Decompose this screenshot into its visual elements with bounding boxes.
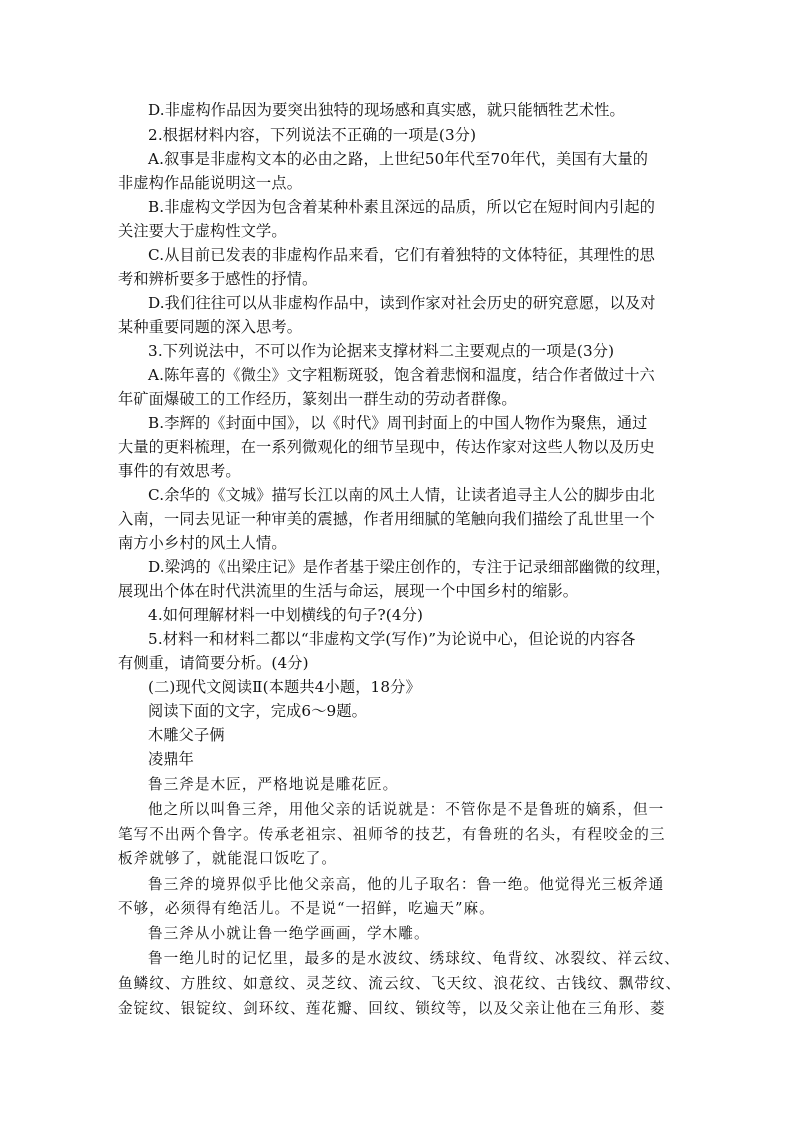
story-paragraph-cont: 金锭纹、银锭纹、剑环纹、莲花瓣、回纹、锁纹等，以及父亲让他在三角形、菱 xyxy=(118,1000,666,1017)
option-3a: A.陈年喜的《微尘》文字粗粝斑驳，饱含着悲悯和温度，结合作者做过十六 xyxy=(148,366,655,384)
story-paragraph: 鲁三斧的境界似乎比他父亲高，他的儿子取名：鲁一绝。他觉得光三板斧通 xyxy=(148,876,665,893)
story-title: 木雕父子俩 xyxy=(148,726,225,744)
option-1d: D.非虚构作品因为要突出独特的现场感和真实感，就只能牺牲艺术性。 xyxy=(148,101,625,119)
option-2c: C.从目前已发表的非虚构作品来看，它们有着独特的文体特征，其理性的思 xyxy=(148,246,656,264)
option-2a: A.叙事是非虚构文本的必由之路，上世纪50年代至70年代，美国有大量的 xyxy=(148,150,649,168)
question-5: 5.材料一和材料二都以“非虚构文学(写作)”为论说中心，但论说的内容各 xyxy=(148,630,636,648)
section-heading: (二)现代文阅读Ⅱ(本题共4小题，18分》 xyxy=(148,678,421,696)
question-2: 2.根据材料内容，下列说法不正确的一项是(3分) xyxy=(148,126,477,144)
story-paragraph-cont: 鱼鳞纹、方胜纹、如意纹、灵芝纹、流云纹、飞天纹、浪花纹、古钱纹、飘带纹、 xyxy=(118,975,682,992)
story-paragraph: 鲁一绝儿时的记忆里，最多的是水波纹、绣球纹、龟背纹、冰裂纹、祥云纹、 xyxy=(148,950,680,967)
story-paragraph-cont: 不够，必须得有绝活儿。不是说“一招鲜，吃遍天”麻。 xyxy=(118,900,495,917)
question-5-cont: 有侧重，请简要分析。(4分) xyxy=(118,654,309,672)
story-author: 凌鼎年 xyxy=(148,750,195,768)
question-3: 3.下列说法中，不可以作为论据来支撑材料二主要观点的一项是(3分) xyxy=(148,342,615,360)
option-3c: C.余华的《文城》描写长江以南的风土人情，让读者追寻主人公的脚步由北 xyxy=(148,486,656,504)
option-2c-cont: 考和辨析要多于感性的抒情。 xyxy=(118,270,318,288)
story-paragraph: 他之所以叫鲁三斧，用他父亲的话说就是：不管你是不是鲁班的嫡系，但一 xyxy=(148,801,665,818)
option-2b: B.非虚构文学因为包含着某种朴素且深远的品质，所以它在短时间内引起的 xyxy=(148,198,656,216)
option-3d-cont: 展现出个体在时代洪流里的生活与命运，展现一个中国乡村的缩影。 xyxy=(118,582,579,600)
option-3d: D.梁鸿的《出梁庄记》是作者基于梁庄创作的，专注于记录细部幽微的纹理， xyxy=(148,558,671,576)
option-3c-cont-2: 南方小乡村的风土人情。 xyxy=(118,534,287,552)
reading-instruction: 阅读下面的文字，完成6～9题。 xyxy=(148,702,368,720)
option-2d-cont: 某种重要同题的深入思考。 xyxy=(118,318,303,336)
option-3b-cont-2: 事件的有效思考。 xyxy=(118,462,241,480)
option-2a-cont: 非虚构作品能说明这一点。 xyxy=(118,174,303,192)
option-3a-cont: 年矿面爆破工的工作经历，篆刻出一群生动的劳动者群像。 xyxy=(118,390,517,408)
option-2b-cont: 关注要大于虚构性文学。 xyxy=(118,222,287,240)
question-4: 4.如何理解材料一中划横线的句子?(4分) xyxy=(148,606,424,624)
story-paragraph-cont: 板斧就够了，就能混口饭吃了。 xyxy=(118,850,338,867)
option-3b: B.李辉的《封面中国》，以《时代》周刊封面上的中国人物作为聚焦，通过 xyxy=(148,414,648,432)
story-paragraph-cont: 笔写不出两个鲁字。传承老祖宗、祖师爷的技艺，有鲁班的名头，有程咬金的三 xyxy=(118,826,666,843)
option-3c-cont: 入南，一同去见证一种审美的震撼，作者用细腻的笔触向我们描绘了乱世里一个 xyxy=(118,510,655,528)
option-2d: D.我们往往可以从非虚构作品中，读到作家对社会历史的研究意愿，以及对 xyxy=(148,294,656,312)
story-paragraph: 鲁三斧从小就让鲁一绝学画画，学木雕。 xyxy=(148,925,430,942)
option-3b-cont: 大量的更料梳理，在一系列微观化的细节呈现中，传达作家对这些人物以及历史 xyxy=(118,438,655,456)
story-paragraph: 鲁三斧是木匠，严格地说是雕花匠。 xyxy=(148,776,399,793)
